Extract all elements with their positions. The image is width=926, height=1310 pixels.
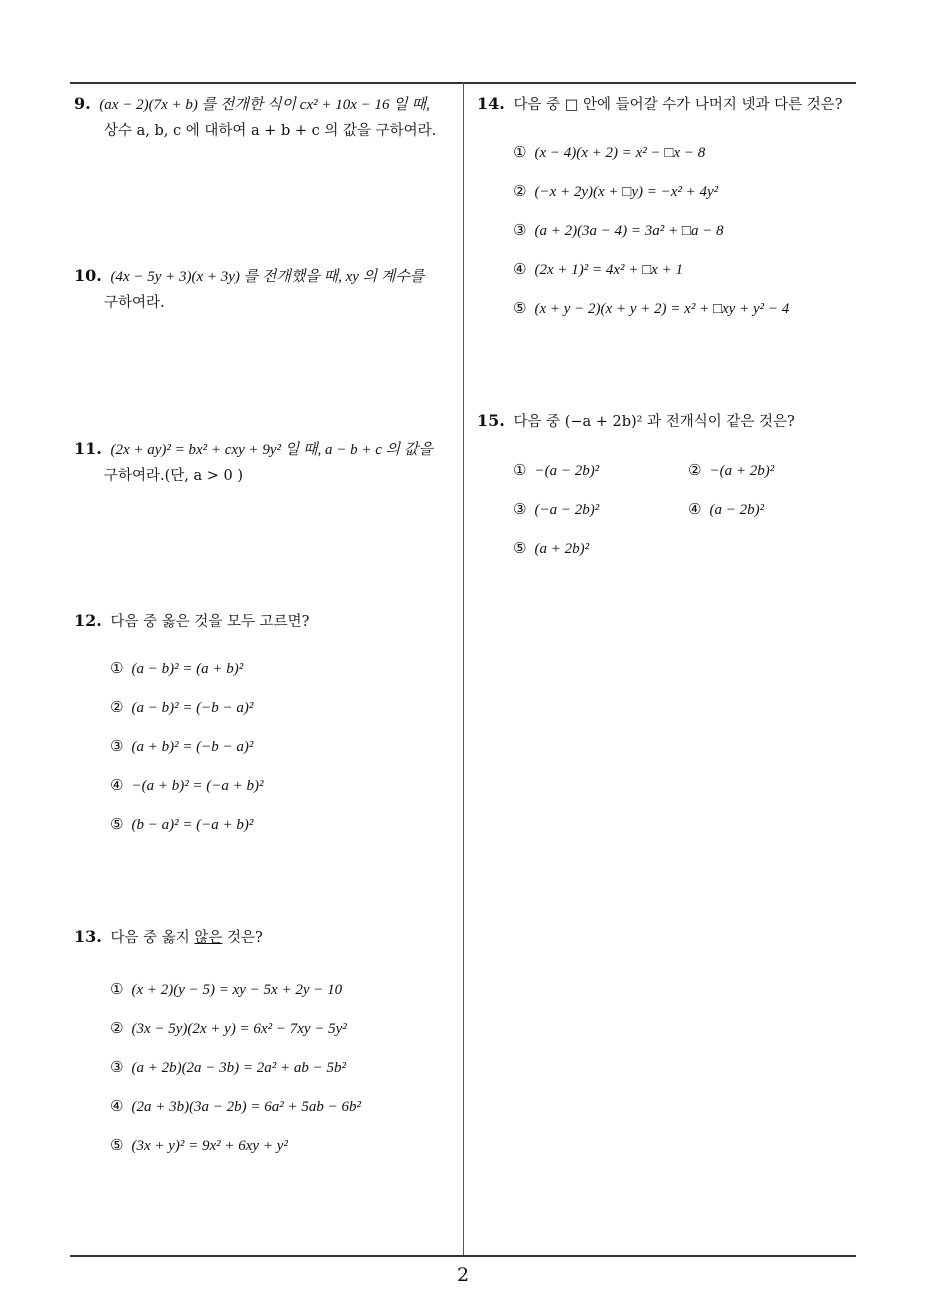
page-number: 2	[456, 1264, 470, 1286]
option-text: (x − 4)(x + 2) = x² − □x − 8	[534, 145, 706, 161]
option-mark: ⑤	[513, 299, 527, 317]
question-text: (2x + ay)² = bx² + cxy + 9y² 일 때, a − b + c 의 값을	[110, 442, 433, 458]
question-text: 다음 중 옳은 것을 모두 고르면?	[110, 614, 310, 630]
option	[513, 143, 705, 162]
column-divider	[463, 82, 464, 1256]
option-text: (x + 2)(y − 5) = xy − 5x + 2y − 10	[131, 982, 343, 998]
question-text: 것은?	[222, 930, 263, 946]
option-mark: ⑤	[513, 539, 527, 557]
option	[688, 461, 774, 480]
option	[110, 1136, 288, 1155]
option-text: (2x + 1)² = 4x² + □x + 1	[534, 262, 683, 278]
option-mark: ③	[110, 737, 124, 755]
option-mark: ②	[110, 698, 124, 716]
option-mark: ①	[110, 659, 124, 677]
option-text: (a + b)² = (−b − a)²	[131, 739, 254, 755]
question-15	[477, 408, 795, 435]
option	[110, 776, 264, 795]
question-text: (ax − 2)(7x + b) 를 전개한 식이 cx² + 10x − 16 일 때,	[99, 97, 430, 113]
option	[110, 1019, 347, 1038]
option-text: (a + 2b)²	[534, 541, 590, 557]
question-number: 15.	[477, 411, 505, 430]
option	[110, 980, 342, 999]
option-text: −(a + 2b)²	[709, 463, 775, 479]
question-9	[74, 91, 436, 144]
option-mark: ①	[513, 143, 527, 161]
option	[513, 500, 599, 519]
question-14	[477, 91, 843, 118]
option	[110, 698, 253, 717]
question-number: 10.	[74, 266, 102, 285]
option-text: −(a − 2b)²	[534, 463, 600, 479]
question-13	[74, 924, 263, 951]
question-12	[74, 608, 309, 635]
option-mark: ①	[110, 980, 124, 998]
option	[110, 659, 243, 678]
option-text: (3x + y)² = 9x² + 6xy + y²	[131, 1138, 288, 1154]
option	[688, 500, 764, 519]
option-text: (x + y − 2)(x + y + 2) = x² + □xy + y² − 4	[534, 301, 790, 317]
option	[513, 539, 589, 558]
question-text: 구하여라.	[104, 295, 165, 311]
question-number: 9.	[74, 94, 91, 113]
option-text: (a − b)² = (a + b)²	[131, 661, 244, 677]
question-number: 12.	[74, 611, 102, 630]
option-mark: ③	[513, 221, 527, 239]
option-mark: ②	[513, 182, 527, 200]
option-text: (3x − 5y)(2x + y) = 6x² − 7xy − 5y²	[131, 1021, 347, 1037]
option-mark: ④	[688, 500, 702, 518]
option-mark: ⑤	[110, 1136, 124, 1154]
option-mark: ④	[110, 776, 124, 794]
question-text: 구하여라.(단, a > 0 )	[104, 468, 244, 484]
question-number: 13.	[74, 927, 102, 946]
option	[110, 1058, 346, 1077]
bottom-rule	[70, 1255, 856, 1257]
option-mark: ③	[513, 500, 527, 518]
option-mark: ⑤	[110, 815, 124, 833]
option	[513, 260, 683, 279]
option	[110, 737, 253, 756]
question-number: 11.	[74, 439, 102, 458]
option-text: (2a + 3b)(3a − 2b) = 6a² + 5ab − 6b²	[131, 1099, 362, 1115]
option-text: (−x + 2y)(x + □y) = −x² + 4y²	[534, 184, 719, 200]
option	[513, 299, 789, 318]
option	[513, 221, 724, 240]
question-text: 상수 a, b, c 에 대하여 a + b + c 의 값을 구하여라.	[104, 123, 437, 139]
question-text: 다음 중 옳지	[110, 930, 195, 946]
question-text: (4x − 5y + 3)(x + 3y) 를 전개했을 때, xy 의 계수를	[110, 269, 425, 285]
option-text: (a + 2b)(2a − 3b) = 2a² + ab − 5b²	[131, 1060, 347, 1076]
option-mark: ④	[110, 1097, 124, 1115]
option	[513, 182, 718, 201]
option	[110, 1097, 361, 1116]
option	[110, 815, 253, 834]
option-mark: ②	[688, 461, 702, 479]
option-mark: ②	[110, 1019, 124, 1037]
question-10	[74, 263, 424, 316]
option-text: (−a − 2b)²	[534, 502, 600, 518]
question-11	[74, 436, 433, 489]
question-text: 다음 중 □ 안에 들어갈 수가 나머지 넷과 다른 것은?	[513, 97, 843, 113]
option-mark: ①	[513, 461, 527, 479]
option-text: (a − b)² = (−b − a)²	[131, 700, 254, 716]
option-text: (a + 2)(3a − 4) = 3a² + □a − 8	[534, 223, 724, 239]
option-text: (a − 2b)²	[709, 502, 765, 518]
question-text: 다음 중 (−a + 2b)² 과 전개식이 같은 것은?	[513, 414, 795, 430]
option-mark: ④	[513, 260, 527, 278]
question-number: 14.	[477, 94, 505, 113]
option-text: −(a + b)² = (−a + b)²	[131, 778, 264, 794]
underlined-word: 않은	[194, 930, 223, 946]
option	[513, 461, 599, 480]
option-text: (b − a)² = (−a + b)²	[131, 817, 254, 833]
option-mark: ③	[110, 1058, 124, 1076]
